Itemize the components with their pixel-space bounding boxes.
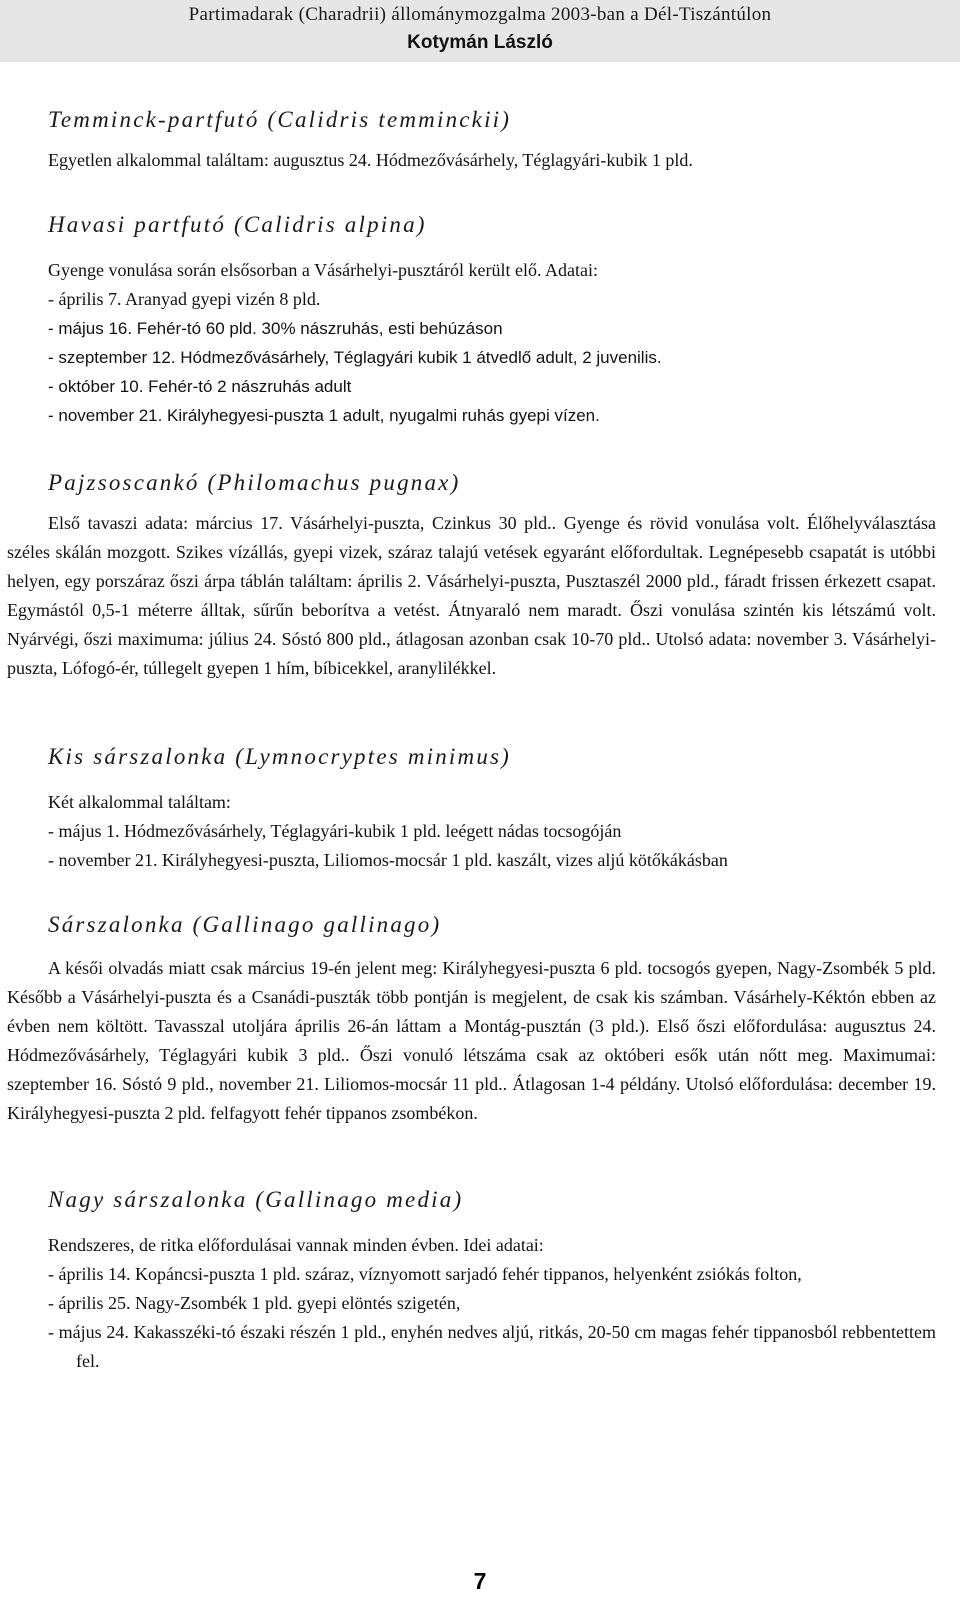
header-title: Partimadarak (Charadrii) állománymozgalma 2003-ban a Dél-Tiszántúlon: [188, 4, 772, 25]
record-line: - május 24. Kakasszéki-tó északi részén 1 pld., enyhén nedves aljú, ritkás, 20-50 cm magas fehér tippanosból rebbentettem fel.: [48, 1322, 936, 1371]
heading-pajzsos: Pajzsoscankó (Philomachus pugnax): [48, 470, 461, 495]
record-line: - május 16. Fehér-tó 60 pld. 30% nászruhás, esti behúzáson: [48, 319, 503, 338]
section-havasi-body: [48, 256, 934, 430]
record-line: - május 1. Hódmezővásárhely, Téglagyári-kubik 1 pld. leégett nádas tocsogóján: [48, 821, 622, 841]
paragraph-pajzsos: Első tavaszi adata: március 17. Vásárhelyi-puszta, Czinkus 30 pld.. Gyenge és rövid vonulása volt. Élőhelyválasztása széles skálán mozgott. Szikes vízállás, gyepi vizek, száraz talajú vetések egyaránt előfordultak. Legnépesebb csapatát is utóbbi helyen, egy porszáraz őszi árpa táblán találtam: április 2. Vásárhelyi-puszta, Pusztaszél 2000 pld., fáradt frissen érkezett csapat. Egymástól 0,5-1 méterre álltak, sűrűn beborítva a vetést. Átnyaraló nem maradt. Őszi vonulása szintén kis létszámú volt. Nyárvégi, őszi maximuma: július 24. Sóstó 800 pld., átlagosan azonban csak 10-70 pld.. Utolsó adata: november 3. Vásárhelyi-puszta, Lófogó-ér, túllegelt gyepen 1 hím, bíbicekkel, aranylilékkel.: [7, 513, 936, 678]
text-line: Egyetlen alkalommal találtam: augusztus 24. Hódmezővásárhely, Téglagyári-kubik 1 pld.: [48, 150, 693, 170]
heading-temminck: Temminck-partfutó (Calidris temminckii): [48, 107, 512, 132]
running-header: [0, 0, 960, 62]
paragraph-sarszalonka: A késői olvadás miatt csak március 19-én jelent meg: Királyhegyesi-puszta 6 pld. tocsogós gyepen, Nagy-Zsombék 5 pld. Később a Vásárhelyi-puszta és a Csanádi-puszták több pontján is megjelent, de csak kis számban. Vásárhely-Kéktón ebben az évben nem költött. Tavasszal utoljára április 26-án láttam a Montág-pusztán (3 pld.). Első őszi előfordulása: augusztus 24. Hódmezővásárhely, Téglagyári kubik 3 pld.. Őszi vonuló létszáma csak az októberi esők után nőtt meg. Maximumai: szeptember 16. Sóstó 9 pld., november 21. Liliomos-mocsár 11 pld.. Átlagosan 1-4 példány. Utolsó előfordulása: december 19. Királyhegyesi-puszta 2 pld. felfagyott fehér tippanos zsombékon.: [7, 958, 936, 1123]
heading-nagy-sarszalonka: Nagy sárszalonka (Gallinago media): [48, 1187, 464, 1212]
header-author: Kotymán László: [407, 32, 553, 53]
record-line: - április 7. Aranyad gyepi vizén 8 pld.: [48, 289, 321, 309]
record-line: - október 10. Fehér-tó 2 nászruhás adult: [48, 377, 352, 396]
page-number: 7: [473, 1568, 487, 1594]
heading-kis-sarszalonka: Kis sárszalonka (Lymnocryptes minimus): [48, 744, 512, 769]
record-line: - szeptember 12. Hódmezővásárhely, Téglagyári kubik 1 átvedlő adult, 2 juvenilis.: [48, 348, 662, 367]
text-line: Gyenge vonulása során elsősorban a Vásárhelyi-pusztáról került elő. Adatai:: [48, 260, 599, 280]
heading-sarszalonka: Sárszalonka (Gallinago gallinago): [48, 912, 442, 937]
record-line: - április 25. Nagy-Zsombék 1 pld. gyepi elöntés szigetén,: [48, 1293, 461, 1313]
record-line: - november 21. Királyhegyesi-puszta, Liliomos-mocsár 1 pld. kaszált, vizes aljú kötőkákásban: [48, 850, 728, 870]
record-line: - november 21. Királyhegyesi-puszta 1 adult, nyugalmi ruhás gyepi vízen.: [48, 406, 600, 425]
section-kis-body: [48, 788, 934, 875]
text-line: Két alkalommal találtam:: [48, 792, 231, 812]
record-line: - április 14. Kopáncsi-puszta 1 pld. száraz, víznyomott sarjadó fehér tippanos, helyenként zsiókás folton,: [48, 1264, 802, 1284]
section-temminck-body: [48, 146, 934, 175]
heading-havasi: Havasi partfutó (Calidris alpina): [48, 212, 427, 237]
text-line: Rendszeres, de ritka előfordulásai vannak minden évben. Idei adatai:: [48, 1235, 544, 1255]
section-nagy-body: [48, 1231, 936, 1376]
